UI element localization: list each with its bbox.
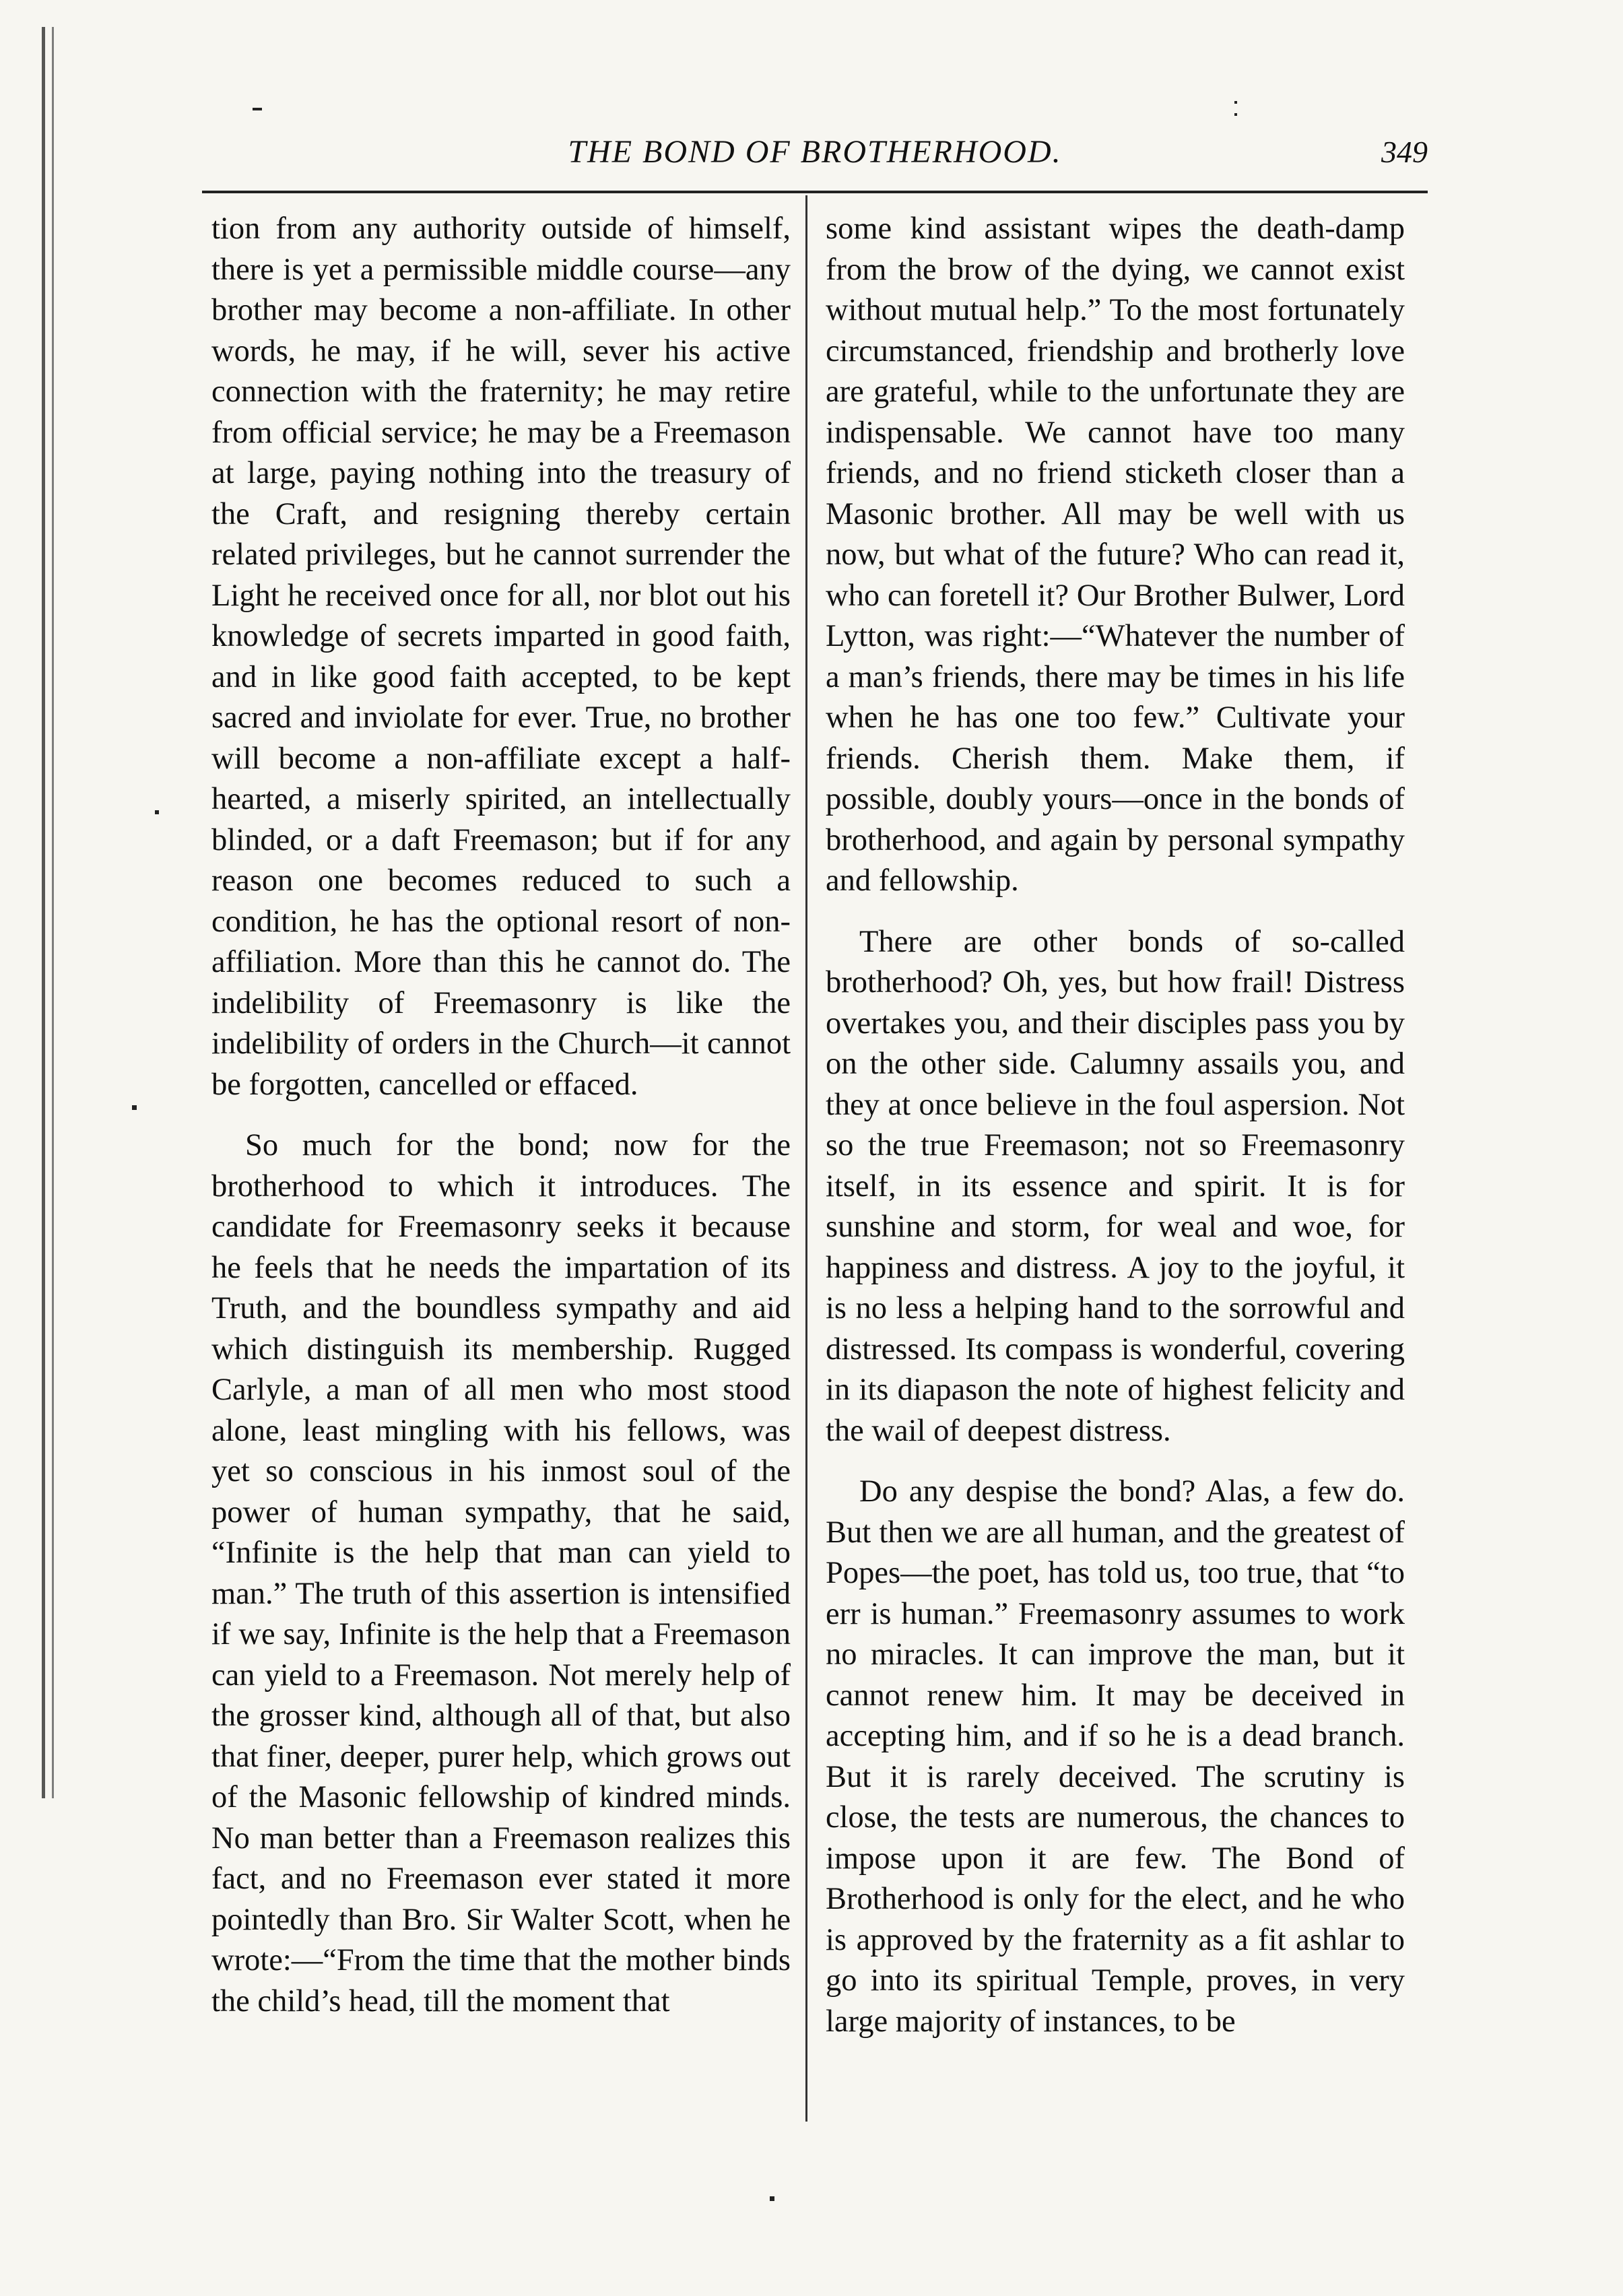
page-number: 349 [1381, 135, 1428, 169]
print-speck [1234, 113, 1237, 116]
paragraph: tion from any authority outside of himself, there is yet a permissible middle course—any brother may become a non-affiliate. In other words, he may, if he will, sever his active connection with the fraternity; he may retire from official service; he may be a Freemason at large, paying nothing into the treasury of the Craft, and resigning thereby certain related privileges, but he cannot surrender the Light he received once for all, nor blot out his knowledge of secrets imparted in good faith, and in like good faith accepted, to be kept sacred and inviolate for ever. True, no brother will become a non-affiliate except a half-hearted, a miserly spirited, an intellectually blinded, or a daft Freemason; but if for any reason one becomes reduced to such a condition, he has the optional resort of non-affiliation. More than this he cannot do. The indelibility of Freemasonry is like the indelibility of orders in the Church—it cannot be forgotten, cancelled or effaced. [211, 211, 791, 1102]
header-rule [202, 191, 1428, 193]
print-speck [770, 2196, 774, 2201]
print-speck [132, 1105, 137, 1110]
paragraph: So much for the bond; now for the brotherhood to which it introduces. The candidate for Freemasonry seeks it because he feels that he needs the impartation of its Truth, and the boundless sympathy and aid which distinguish its membership. Rugged Carlyle, a man of all men who most stood alone, least mingling with his fellows, was yet so conscious in his inmost soul of the power of human sympathy, that he said, “Infinite is the help that man can yield to man.” The truth of this assertion is intensified if we say, Infinite is the help that a Freemason can yield to a Freemason. Not merely help of the grosser kind, although all of that, but also that finer, deeper, purer help, which grows out of the Masonic fellowship of kindred minds. No man better than a Freemason realizes this fact, and no Freemason ever stated it more pointedly than Bro. Sir Walter Scott, when he wrote:—“From the time that the mother binds the child’s head, till the moment that [211, 1128, 791, 2019]
print-speck [155, 810, 159, 814]
print-speck [253, 108, 262, 110]
running-title: THE BOND OF BROTHERHOOD. [568, 134, 1062, 170]
print-speck [1234, 101, 1237, 104]
paragraph: some kind assistant wipes the death-damp from the brow of the dying, we cannot exist without mutual help.” To the most fortunately circumstanced, friendship and brotherly love are grateful, while to the unfortunate they are indispensable. We cannot have too many friends, and no friend sticketh closer than a Masonic brother. All may be well with us now, but what of the future? Who can read it, who can foretell it? Our Brother Bulwer, Lord Lytton, was right:—“Whatever the number of a man’s friends, there may be times in his life when he has one too few.” Cultivate your friends. Cherish them. Make them, if possible, doubly yours—once in the bonds of brotherhood, and again by personal sympathy and fellowship. [826, 211, 1405, 898]
right-column [826, 209, 1405, 2229]
left-column [211, 209, 791, 2229]
page-header [202, 132, 1428, 172]
paragraph: There are other bonds of so-called brotherhood? Oh, yes, but how frail! Distress overtakes you, and their disciples pass you by on the other side. Calumny assails you, and they at once believe in the foul aspersion. Not so the true Freemason; not so Freemasonry itself, in its essence and spirit. It is for sunshine and storm, for weal and woe, for happiness and distress. A joy to the joyful, it is no less a helping hand to the sorrowful and distressed. Its compass is wonderful, covering in its diapason the note of highest felicity and the wail of deepest distress. [826, 924, 1405, 1448]
paragraph: Do any despise the bond? Alas, a few do. But then we are all human, and the greatest of Popes—the poet, has told us, too true, that “to err is human.” Freemasonry assumes to work no miracles. It can improve the man, but it cannot renew him. It may be deceived in accepting him, and if so he is a dead branch. But it is rarely deceived. The scrutiny is close, the tests are numerous, the chances to impose upon it are few. The Bond of Brotherhood is only for the elect, and he who is approved by the fraternity as a fit ashlar to go into its spiritual Temple, proves, in very large majority of instances, to be [826, 1474, 1405, 2039]
column-divider [805, 195, 807, 2122]
page-edge-binding [42, 27, 54, 1798]
